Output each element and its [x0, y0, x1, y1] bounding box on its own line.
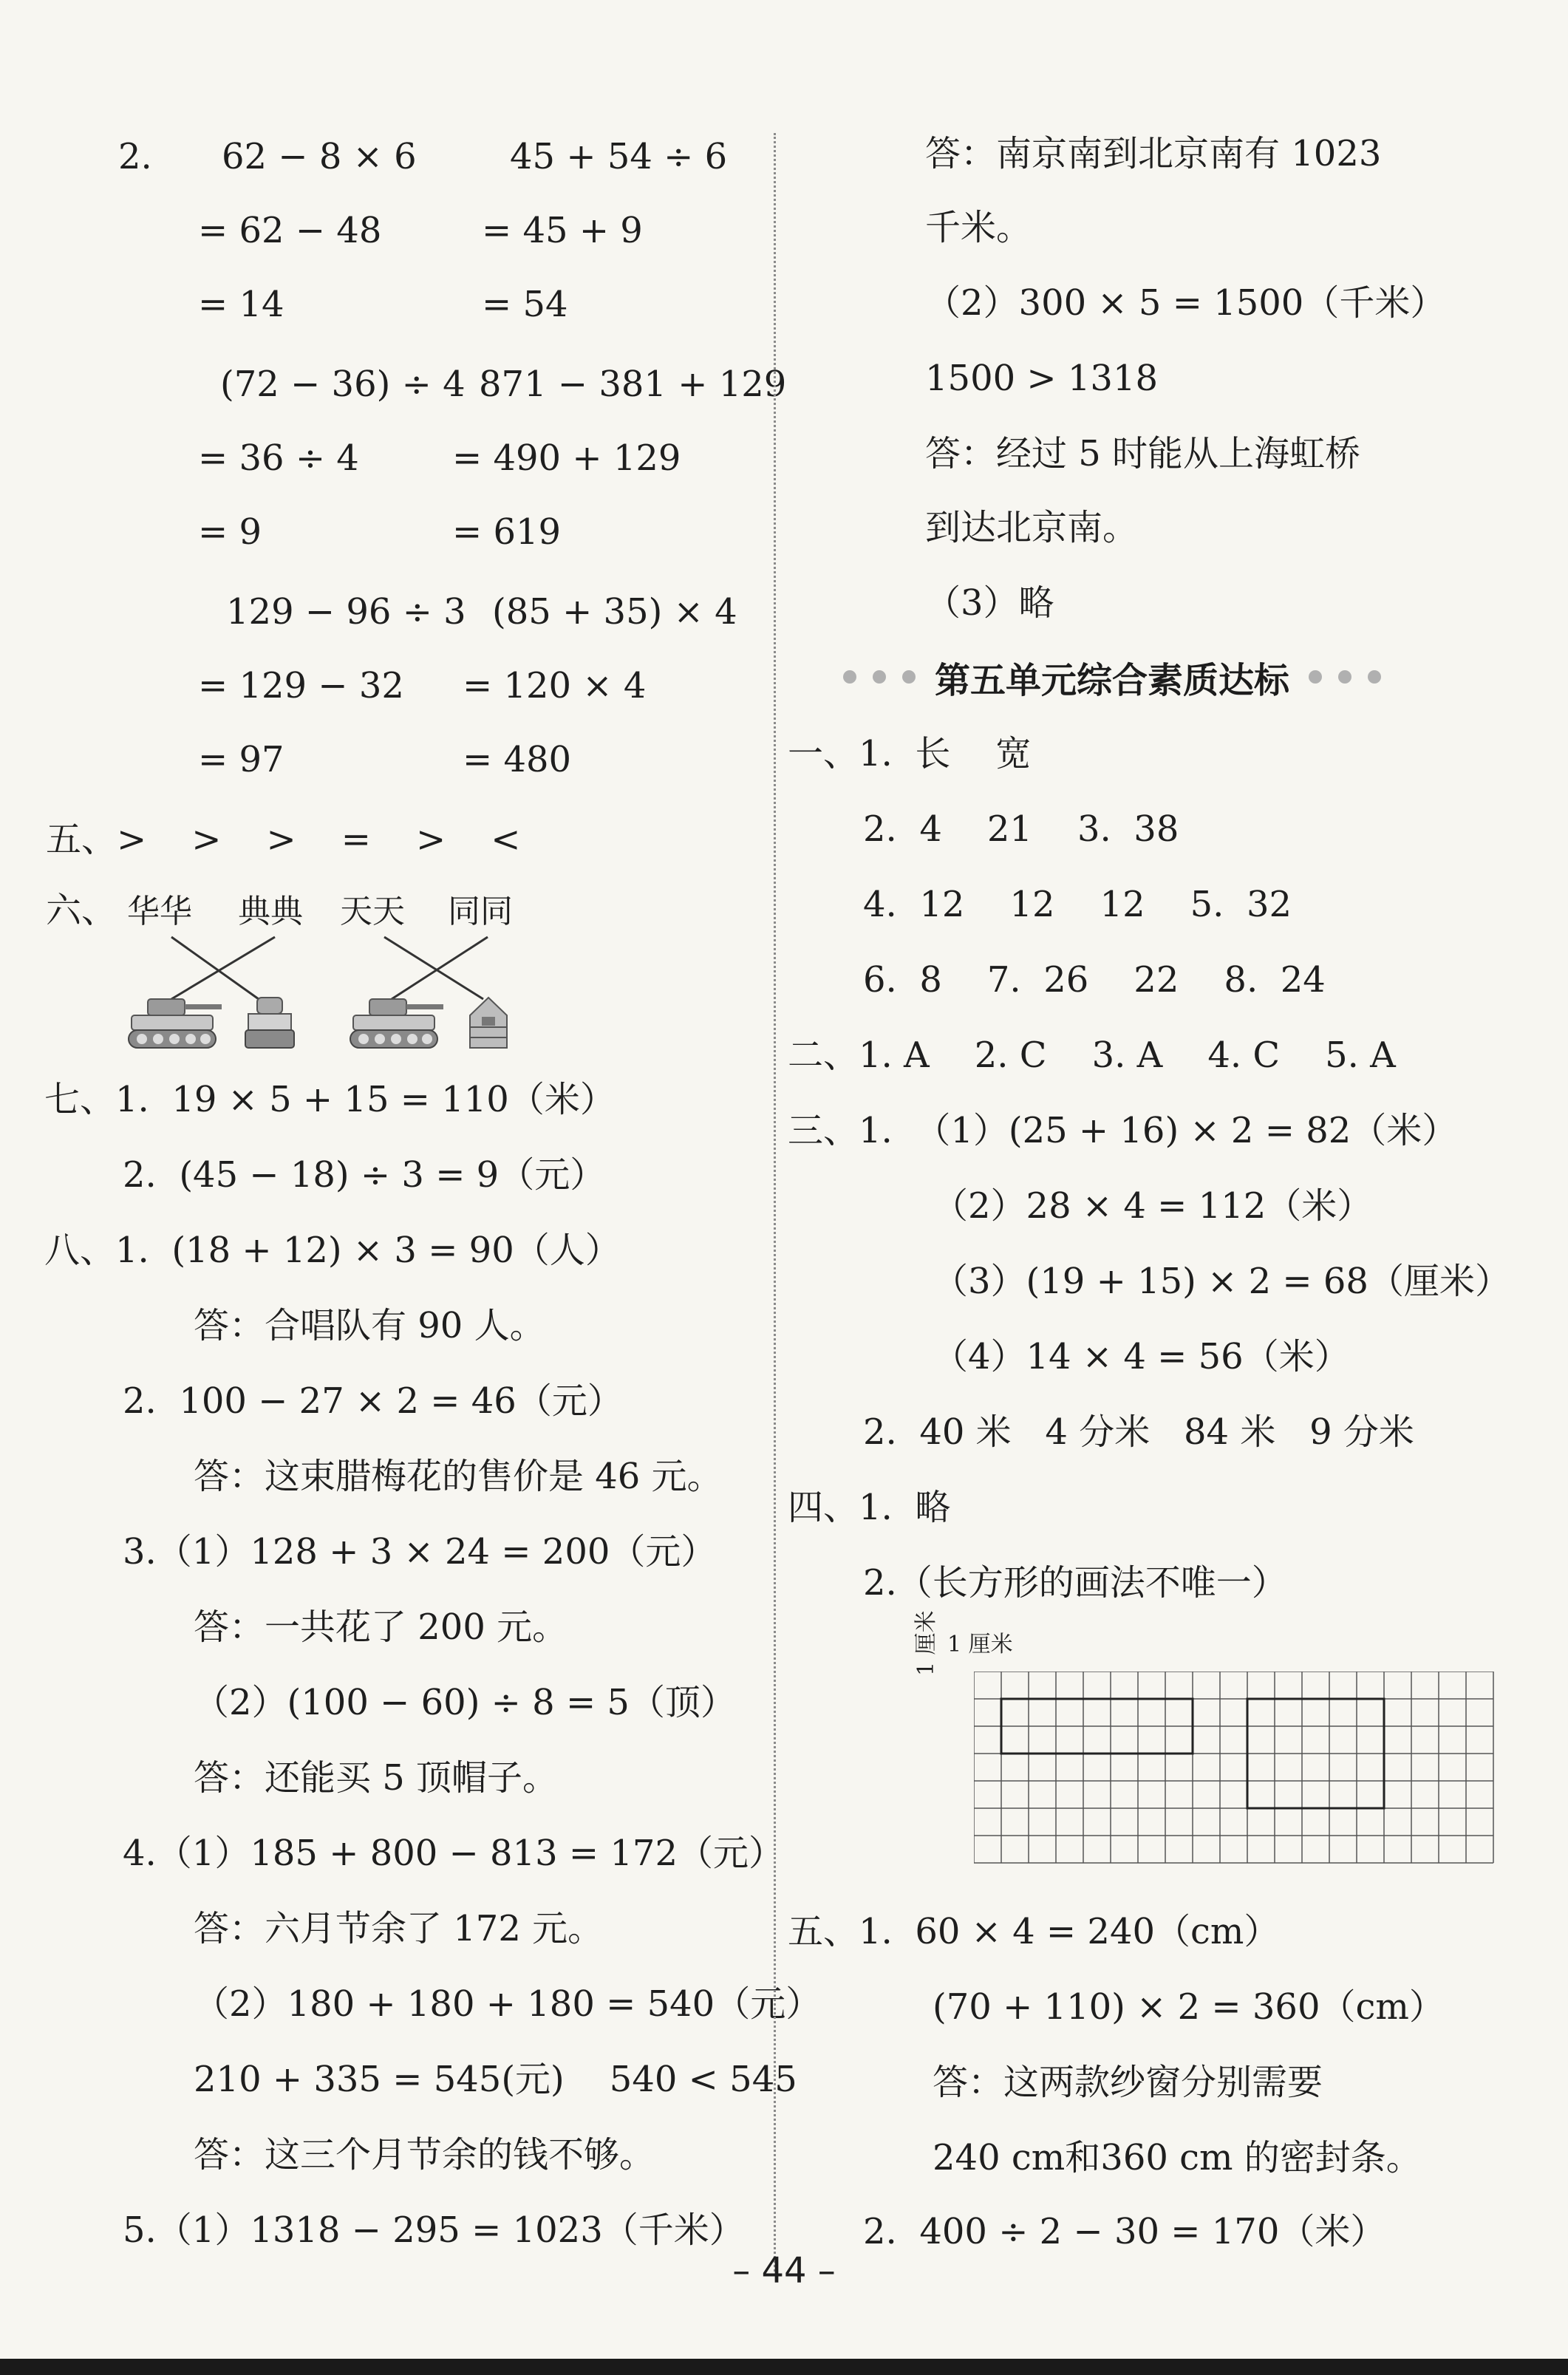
left-line-l04: = 62 − 48 — [198, 210, 382, 251]
right-line-r19: 2.（长方形的画法不唯一） — [863, 1562, 1287, 1604]
right-line-r09: 2. 4 21 3. 38 — [863, 808, 1179, 850]
grid-label-side: 1 厘米 — [913, 1610, 939, 1676]
right-line-r17: 2. 40 米 4 分米 84 米 9 分米 — [863, 1411, 1414, 1453]
left-line-l19: = 480 — [463, 739, 572, 780]
column-divider — [774, 133, 776, 2276]
left-line-l24: 八、1. (18 + 12) × 3 = 90（人） — [44, 1230, 621, 1271]
grid-label-top: 1 厘米 — [947, 1632, 1013, 1657]
left-line-l27: 答：这束腊梅花的售价是 46 元。 — [194, 1456, 723, 1497]
left-line-l14: 129 − 96 ÷ 3 — [226, 591, 466, 633]
left-line-l01: 2. — [118, 136, 152, 177]
right-line-r11: 6. 8 7. 26 22 8. 24 — [863, 959, 1326, 1001]
right-line-r23: 240 cm和360 cm 的密封条。 — [933, 2137, 1422, 2178]
right-line-r22: 答：这两款纱窗分别需要 — [933, 2062, 1323, 2103]
right-line-r18: 四、1. 略 — [788, 1487, 951, 1528]
tank-icon-2 — [347, 995, 451, 1054]
matching-label-4: 同同 — [448, 893, 513, 930]
left-line-l29: 答：一共花了 200 元。 — [194, 1606, 568, 1648]
left-line-l07: = 54 — [482, 284, 568, 325]
heading-dots-left — [843, 670, 916, 684]
left-line-l21: 六、 — [46, 890, 117, 931]
bottom-bar — [0, 2359, 1568, 2375]
left-line-l09: 871 − 381 + 129 — [479, 364, 787, 405]
right-line-r12: 二、1. A 2. C 3. A 4. C 5. A — [788, 1035, 1396, 1076]
left-line-l31: 答：还能买 5 顶帽子。 — [194, 1757, 559, 1799]
right-line-r13: 三、1. （1）(25 + 16) × 2 = 82（米） — [788, 1110, 1458, 1151]
right-line-r01: 答：南京南到北京南有 1023 — [925, 133, 1382, 174]
robot-icon — [244, 995, 296, 1054]
matching-label-2: 典典 — [238, 893, 303, 930]
left-line-l15: (85 + 35) × 4 — [492, 591, 737, 633]
left-line-l02: 62 − 8 × 6 — [222, 136, 417, 177]
left-line-l05: = 45 + 9 — [482, 210, 643, 251]
matching-label-3: 天天 — [340, 893, 405, 930]
right-line-r04: 1500 > 1318 — [925, 358, 1159, 399]
left-line-l03: 45 + 54 ÷ 6 — [510, 136, 728, 177]
left-line-l18: = 97 — [198, 739, 284, 780]
right-line-r08: 一、1. 长 宽 — [788, 733, 1032, 774]
left-line-l30: （2）(100 − 60) ÷ 8 = 5（顶） — [194, 1682, 736, 1723]
right-line-r21: (70 + 110) × 2 = 360（cm） — [933, 1986, 1445, 2028]
right-line-r24: 2. 400 ÷ 2 − 30 = 170（米） — [863, 2211, 1386, 2252]
right-line-r03: （2）300 × 5 = 1500（千米） — [925, 282, 1446, 324]
left-line-l23: 2. (45 − 18) ÷ 3 = 9（元） — [123, 1154, 606, 1196]
left-line-l11: = 490 + 129 — [452, 437, 681, 479]
matching-lines — [0, 0, 591, 1049]
page-number: – 44 – — [732, 2250, 836, 2291]
matching-label-1: 华华 — [127, 893, 192, 930]
right-line-r20: 五、1. 60 × 4 = 240（cm） — [788, 1911, 1280, 1952]
right-line-r02: 千米。 — [925, 207, 1032, 248]
right-line-r07: （3）略 — [925, 582, 1054, 624]
right-line-r14: （2）28 × 4 = 112（米） — [933, 1185, 1373, 1227]
left-line-l10: = 36 ÷ 4 — [198, 437, 359, 479]
left-line-l12: = 9 — [198, 511, 262, 553]
left-line-l36: 答：这三个月节余的钱不够。 — [194, 2134, 655, 2175]
heading-dots-right — [1309, 670, 1381, 684]
left-line-l22: 七、1. 19 × 5 + 15 = 110（米） — [44, 1079, 616, 1120]
section-heading — [798, 650, 1426, 703]
section-title: 第五单元综合素质达标 — [934, 659, 1289, 701]
left-line-l25: 答：合唱队有 90 人。 — [194, 1305, 545, 1346]
grid-paper — [974, 1672, 1499, 1871]
left-line-l06: = 14 — [198, 284, 284, 325]
right-line-r05: 答：经过 5 时能从上海虹桥 — [925, 433, 1361, 474]
right-line-r10: 4. 12 12 12 5. 32 — [863, 884, 1292, 925]
left-line-l08: (72 − 36) ÷ 4 — [220, 364, 466, 405]
beehive-icon — [463, 995, 514, 1054]
left-line-l34: （2）180 + 180 + 180 = 540（元） — [194, 1983, 822, 2025]
left-line-l20: 五、> > > = > < — [46, 819, 521, 860]
left-line-l13: = 619 — [452, 511, 562, 553]
left-line-l35: 210 + 335 = 545(元) 540 < 545 — [194, 2059, 797, 2100]
left-line-l37: 5.（1）1318 − 295 = 1023（千米） — [123, 2209, 745, 2251]
right-line-r06: 到达北京南。 — [925, 507, 1139, 548]
left-line-l32: 4.（1）185 + 800 − 813 = 172（元） — [123, 1833, 785, 1874]
left-line-l17: = 120 × 4 — [463, 665, 647, 706]
left-line-l28: 3.（1）128 + 3 × 24 = 200（元） — [123, 1531, 717, 1572]
tank-icon — [126, 995, 229, 1054]
left-line-l26: 2. 100 − 27 × 2 = 46（元） — [123, 1380, 623, 1422]
left-line-l16: = 129 − 32 — [198, 665, 404, 706]
right-line-r16: （4）14 × 4 = 56（米） — [933, 1336, 1350, 1377]
left-line-l33: 答：六月节余了 172 元。 — [194, 1908, 604, 1949]
right-line-r15: （3）(19 + 15) × 2 = 68（厘米） — [933, 1261, 1510, 1302]
